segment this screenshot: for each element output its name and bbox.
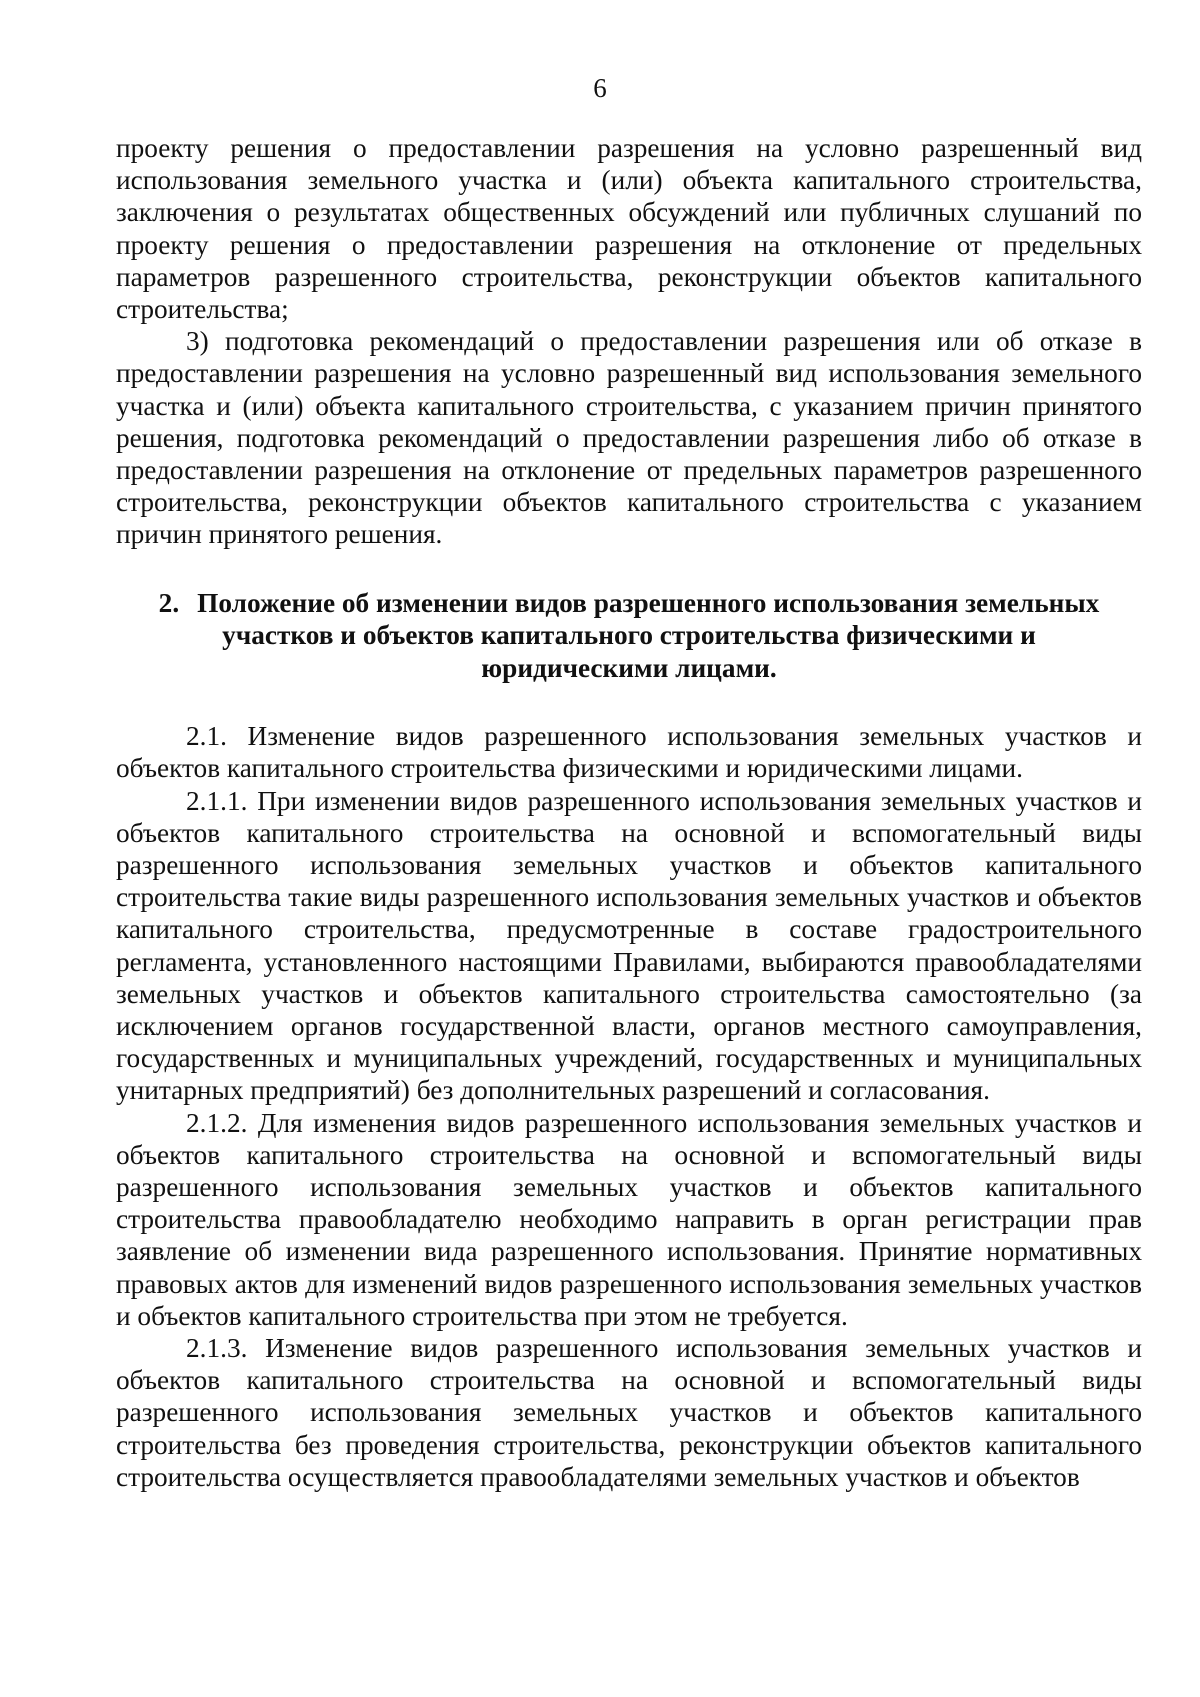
section-heading-text: Положение об изменении видов разрешенного использования земельных участков и объектов капитального строительства физическими и юридическими лицами. <box>197 587 1100 683</box>
page-number: 6 <box>593 73 607 103</box>
document-body <box>116 132 1142 1493</box>
section-heading-number: 2. <box>158 587 180 618</box>
paragraph-2-1: 2.1. Изменение видов разрешенного использования земельных участков и объектов капитального строительства физическими и юридическими лицами. <box>116 721 1142 784</box>
paragraph-item-3: 3) подготовка рекомендаций о предоставлении разрешения или об отказе в предоставлении разрешения на условно разрешенный вид использования земельного участка и (или) объекта капитального строительства, с указанием причин принятого решения, подготовка рекомендаций о предоставлении разрешения либо об отказе в предоставлении разрешения на отклонение от предельных параметров разрешенного строительства, реконструкции объектов капитального строительства с указанием причин принятого решения. <box>116 326 1142 550</box>
paragraph-2-1-1: 2.1.1. При изменении видов разрешенного использования земельных участков и объектов капитального строительства на основной и вспомогательный виды разрешенного использования земельных участков и объектов капитального строительства такие виды разрешенного использования земельных участков и объектов капитального строительства, предусмотренные в составе градостроительного регламента, установленного настоящими Правилами, выбираются правообладателями земельных участков и объектов капитального строительства самостоятельно (за исключением органов государственной власти, органов местного самоуправления, государственных и муниципальных учреждений, государственных и муниципальных унитарных предприятий) без дополнительных разрешений и согласования. <box>116 785 1142 1106</box>
paragraph-2-1-3: 2.1.3. Изменение видов разрешенного использования земельных участков и объектов капитального строительства на основной и вспомогательный виды разрешенного использования земельных участков и объектов капитального строительства без проведения строительства, реконструкции объектов капитального строительства осуществляется правообладателями земельных участков и объектов <box>116 1333 1142 1492</box>
paragraph-continuation: проекту решения о предоставлении разрешения на условно разрешенный вид использования земельного участка и (или) объекта капитального строительства, заключения о результатах общественных обсуждений или публичных слушаний по проекту решения о предоставлении разрешения на отклонение от предельных параметров разрешенного строительства, реконструкции объектов капитального строительства; <box>116 133 1142 325</box>
section-heading <box>116 587 1142 685</box>
paragraph-2-1-2: 2.1.2. Для изменения видов разрешенного использования земельных участков и объектов капитального строительства на основной и вспомогательный виды разрешенного использования земельных участков и объектов капитального строительства правообладателю необходимо направить в орган регистрации прав заявление об изменении вида разрешенного использования. Принятие нормативных правовых актов для изменений видов разрешенного использования земельных участков и объектов капитального строительства при этом не требуется. <box>116 1107 1142 1331</box>
